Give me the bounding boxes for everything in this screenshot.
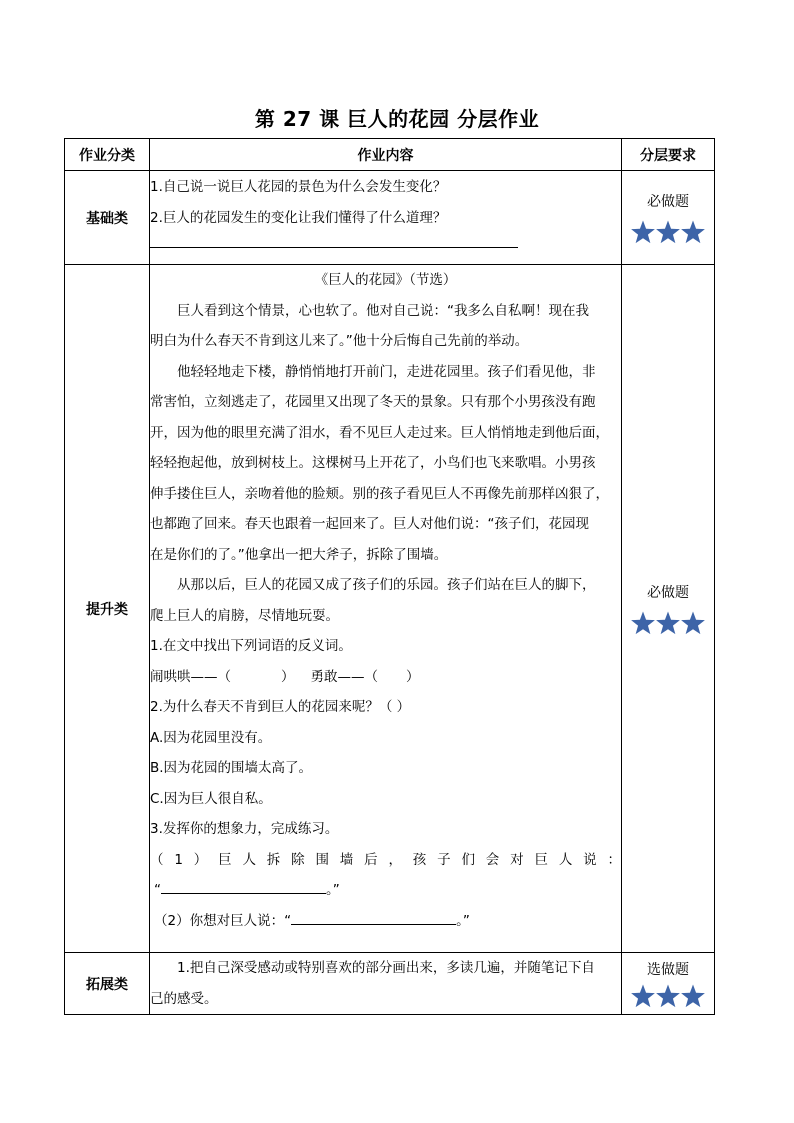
advanced-row — [65, 265, 715, 953]
answer-blank-2[interactable] — [291, 923, 456, 925]
antonym-row — [150, 662, 621, 693]
star-icon — [631, 220, 655, 243]
star-rating-icon — [622, 610, 714, 636]
star-icon — [631, 984, 655, 1007]
passage-title: 《巨人的花园》（节选） — [314, 272, 457, 288]
star-icon — [681, 611, 705, 634]
basic-row — [65, 171, 715, 265]
open-quote: “ — [154, 882, 161, 898]
star-icon — [631, 611, 655, 634]
antonym-word-1: 闹哄哄——（ — [150, 668, 231, 685]
answer-line[interactable] — [150, 235, 518, 248]
question-2: 2.为什么春天不肯到巨人的花园来呢？（ ） — [150, 699, 411, 715]
star-icon — [656, 984, 680, 1007]
extended-requirement-cell — [622, 953, 715, 1015]
question-3: 3.发挥你的想象力，完成练习。 — [150, 821, 339, 837]
option-b[interactable]: B.因为花园的围墙太高了。 — [150, 760, 313, 776]
star-rating-icon — [622, 219, 714, 245]
page-title: 第 27 课 巨人的花园 分层作业 — [254, 107, 540, 131]
question-3-part-1: （1）巨人拆除围墙后，孩子们会对巨人说： — [150, 851, 621, 868]
passage-line: 巨人看到这个情景，心也软了。他对自己说：“我多么自私啊！现在我 — [177, 302, 589, 319]
option-a[interactable]: A.因为花园里没有。 — [150, 729, 272, 746]
question-3-part-2-lead: （2）你想对巨人说：“ — [154, 912, 292, 929]
basic-question-2: 2.巨人的花园发生的变化让我们懂得了什么道理？ — [150, 209, 447, 226]
homework-table — [64, 138, 715, 1015]
header-category: 作业分类 — [65, 139, 150, 171]
basic-content — [150, 171, 622, 265]
extended-content — [150, 953, 622, 1015]
extended-row — [65, 953, 715, 1015]
header-row — [65, 139, 715, 171]
passage-line: 明白为什么春天不肯到这儿来了。”他十分后悔自己先前的举动。 — [150, 333, 529, 349]
passage-line: 轻轻抱起他，放到树枝上。这棵树马上开花了，小鸟们也飞来歌唱。小男孩 — [150, 455, 596, 471]
extended-requirement-label: 选做题 — [647, 961, 689, 978]
passage-line: 伸手搂住巨人，亲吻着他的脸颊。别的孩子看见巨人不再像先前那样凶狠了， — [150, 485, 609, 502]
option-c[interactable]: C.因为巨人很自私。 — [150, 790, 272, 807]
basic-requirement-cell — [622, 171, 715, 265]
advanced-category: 提升类 — [65, 265, 150, 953]
star-icon — [656, 611, 680, 634]
advanced-requirement-cell — [622, 265, 715, 953]
passage-line: 从那以后，巨人的花园又成了孩子们的乐园。孩子们站在巨人的脚下， — [177, 577, 596, 593]
star-icon — [656, 220, 680, 243]
close-quote: 。” — [326, 882, 340, 898]
advanced-requirement-label: 必做题 — [647, 584, 689, 601]
extended-question-line: 己的感受。 — [150, 990, 218, 1007]
question-3-part-2 — [150, 906, 621, 937]
antonym-word-2: 勇敢——（ — [310, 668, 378, 685]
passage-line: 开，因为他的眼里充满了泪水，看不见巨人走过来。巨人悄悄地走到他后面， — [150, 424, 609, 441]
advanced-content — [150, 265, 622, 953]
star-rating-icon — [622, 983, 714, 1009]
header-requirement: 分层要求 — [622, 139, 715, 171]
passage-line: 在是你们的了。”他拿出一把大斧子，拆除了围墙。 — [150, 546, 448, 563]
passage-line: 也都跑了回来。春天也跟着一起回来了。巨人对他们说：“孩子们，花园现 — [150, 516, 589, 532]
antonym-close-2: ） — [406, 668, 420, 685]
header-content: 作业内容 — [150, 139, 622, 171]
question-3-part-1-answer — [150, 875, 621, 906]
passage-line: 爬上巨人的肩膀，尽情地玩耍。 — [150, 607, 339, 624]
passage-line: 他轻轻地走下楼，静悄悄地打开前门，走进花园里。孩子们看见他，非 — [177, 363, 596, 380]
question-1: 1.在文中找出下列词语的反义词。 — [150, 638, 352, 654]
antonym-close-1: ） — [281, 668, 295, 685]
answer-blank-1[interactable] — [161, 892, 326, 894]
star-icon — [681, 220, 705, 243]
star-icon — [681, 984, 705, 1007]
close-quote: 。” — [456, 912, 470, 929]
basic-requirement-label: 必做题 — [647, 193, 689, 210]
basic-category: 基础类 — [65, 171, 150, 265]
passage-line: 常害怕，立刻逃走了，花园里又出现了冬天的景象。只有那个小男孩没有跑 — [150, 394, 596, 410]
extended-category: 拓展类 — [65, 953, 150, 1015]
extended-question-line: 1.把自己深受感动或特别喜欢的部分画出来，多读几遍，并随笔记下自 — [177, 960, 595, 976]
basic-question-1: 1.自己说一说巨人花园的景色为什么会发生变化？ — [150, 179, 447, 195]
